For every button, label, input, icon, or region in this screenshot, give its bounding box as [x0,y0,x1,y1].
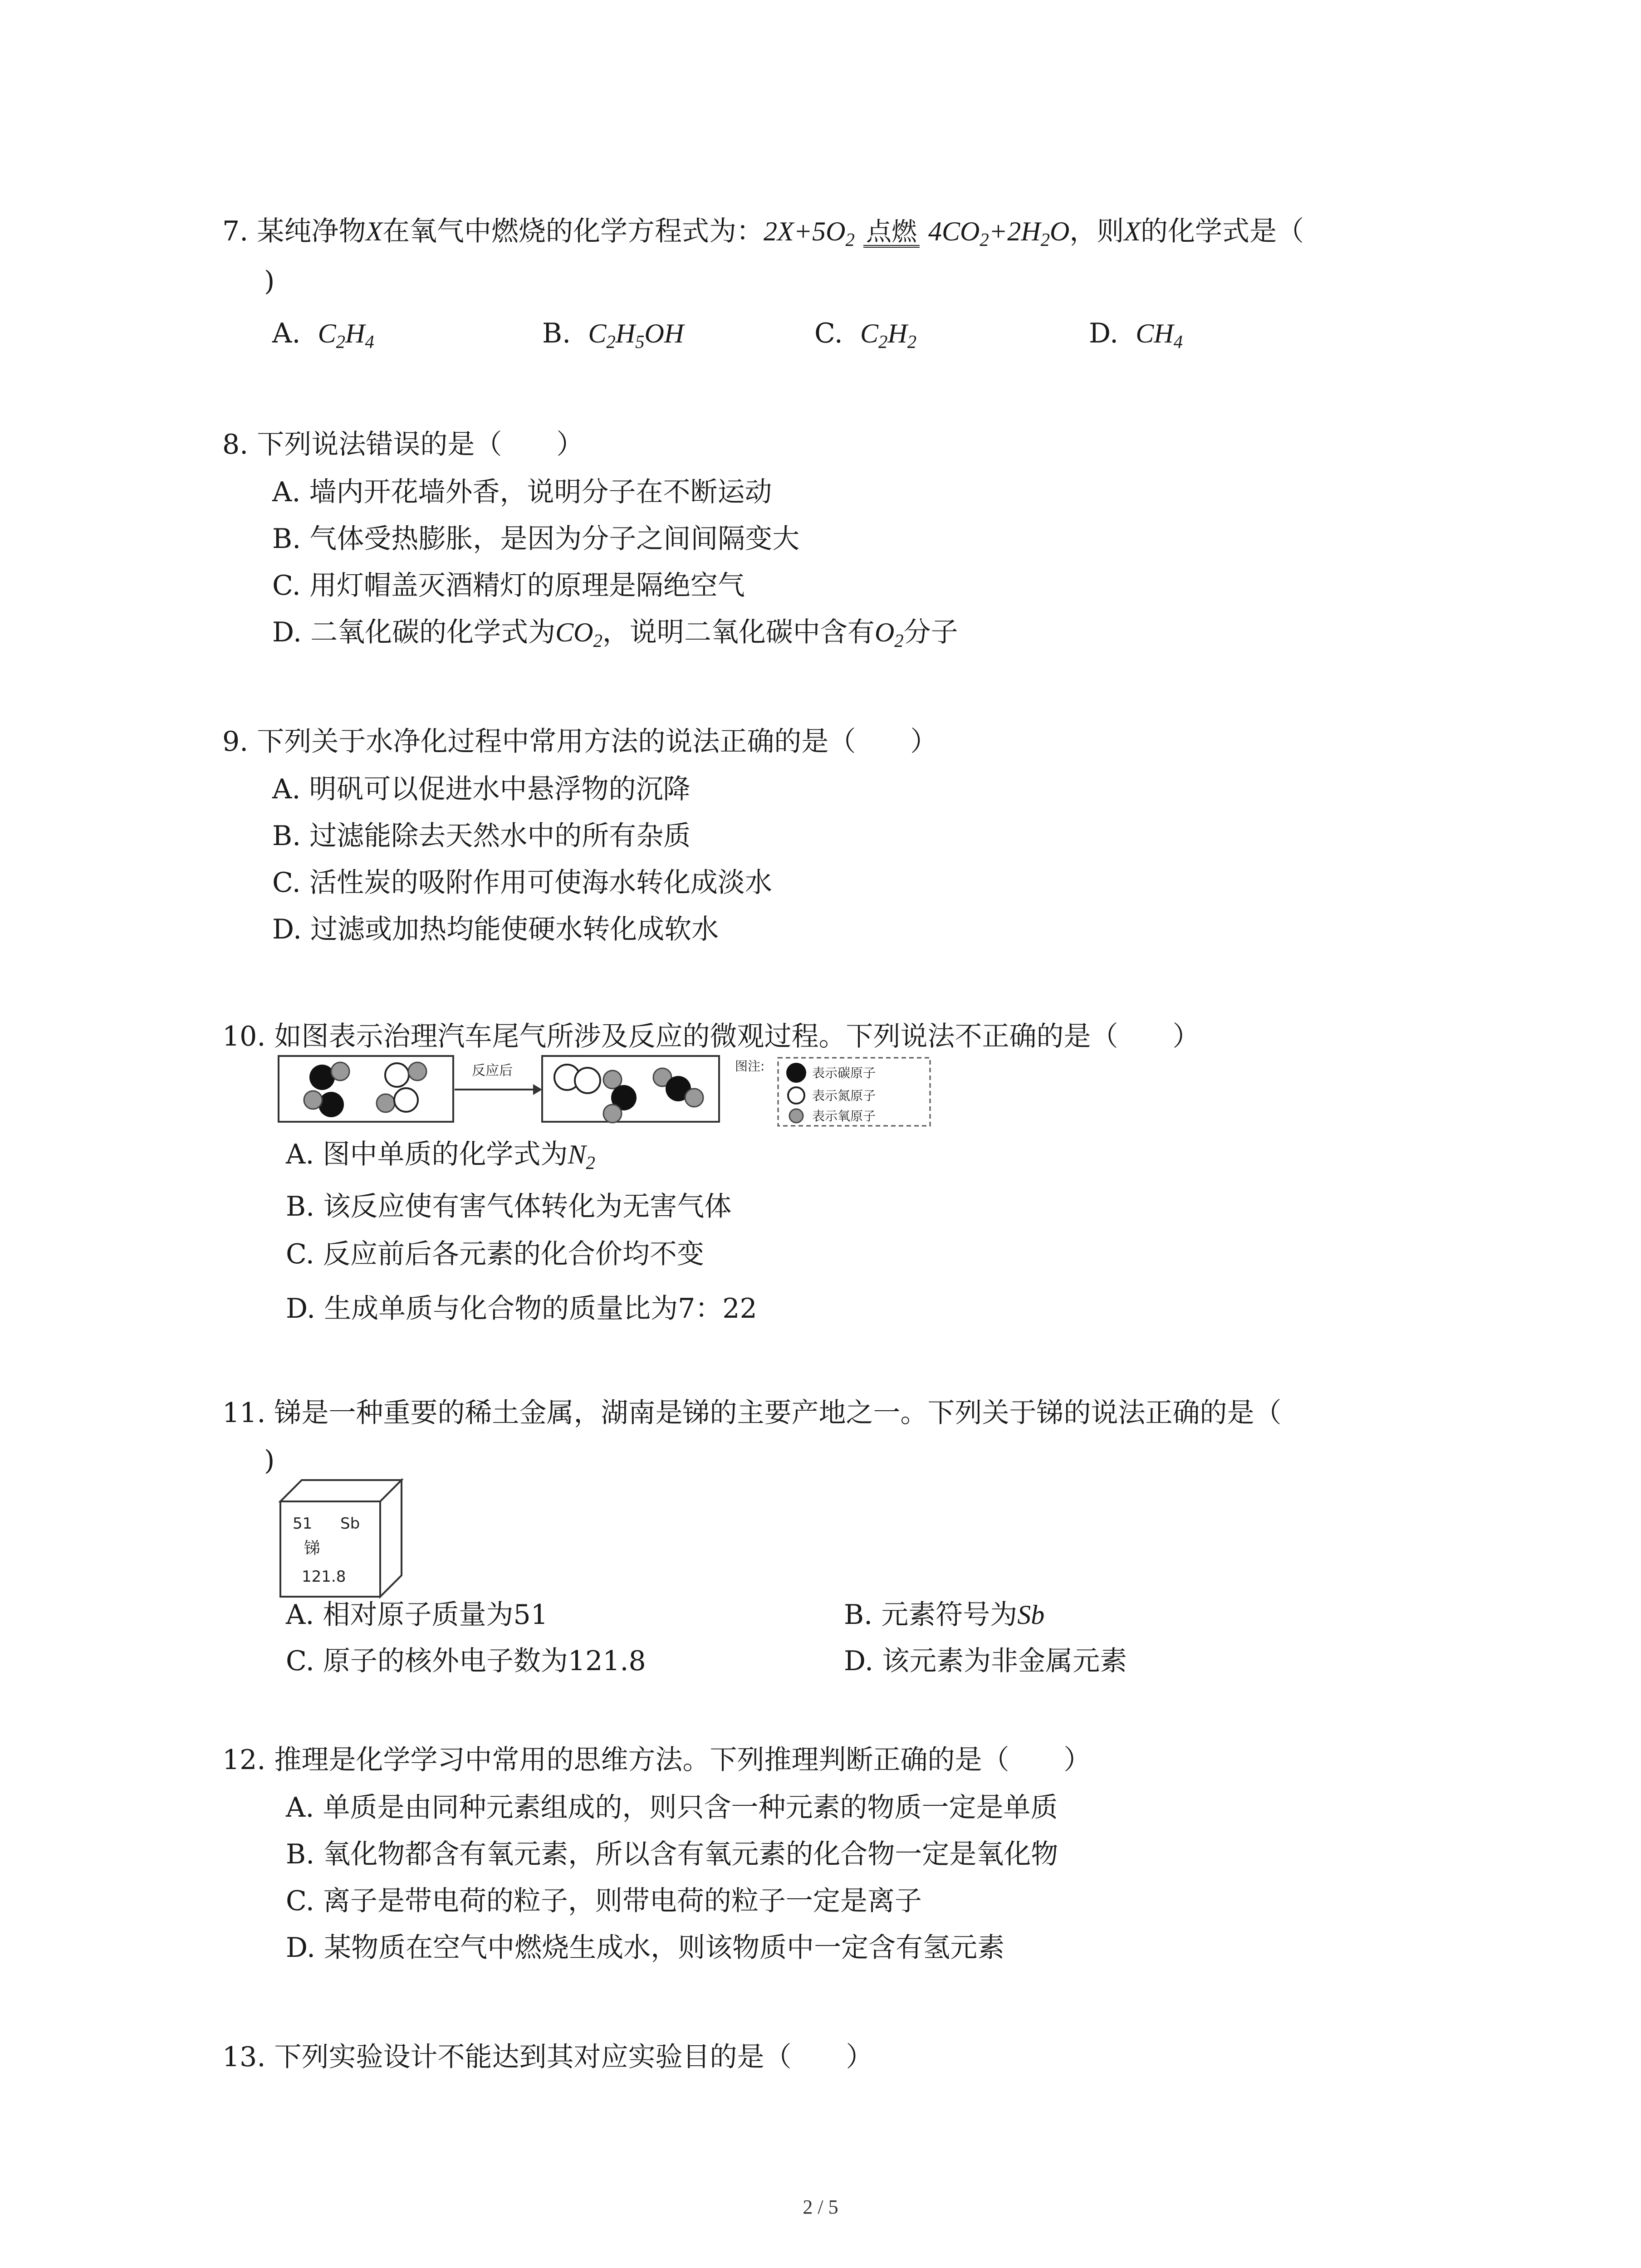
q7-stem [222,213,1304,258]
q7-stem-text-a: 7. 某纯净物 [222,215,366,247]
reaction-condition: 点燃 [863,214,920,250]
option-label: A. [272,318,301,349]
formula-part: H [345,318,365,348]
reaction-diagram [277,1052,935,1129]
formula-sub: 2 [586,1153,595,1173]
eq-product-h2o: +2H [989,216,1041,246]
option-label: B. [542,318,571,349]
q9-stem: 9. 下列关于水净化过程中常用方法的说法正确的是（ ） [222,726,938,758]
formula-part: O [874,617,895,647]
q7-stem-text-d: 的化学式是（ [1141,215,1304,247]
q7-stem-text-b: 在氧气中燃烧的化学方程式为： [382,215,764,247]
formula-sub: 2 [894,631,904,651]
formula-part: H [615,318,636,348]
formula-part: C [860,318,879,348]
eq-reactants: 2X+5O [763,216,846,246]
element-name: 锑 [304,1539,321,1558]
formula-part: N [568,1139,586,1169]
eq-product-h2o-end: O [1050,216,1070,246]
q10-option-c[interactable]: C. 反应前后各元素的化合价均不变 [286,1238,704,1270]
option-label: C. [814,318,843,349]
q12-option-b[interactable]: B. 氧化物都含有氧元素，所以含有氧元素的化合物一定是氧化物 [286,1838,1058,1870]
atomic-number: 51 [293,1515,313,1533]
q9-option-c[interactable]: C. 活性炭的吸附作用可使海水转化成淡水 [272,867,772,899]
q8-option-d[interactable] [272,614,958,659]
oxygen-legend-icon [789,1109,803,1123]
eq-sub: 2 [980,230,989,250]
formula [874,617,904,651]
formula [1136,318,1183,352]
q7-equation [763,216,855,250]
formula-part: CO [555,617,593,647]
q10-option-b[interactable]: B. 该反应使有害气体转化为无害气体 [286,1191,732,1222]
formula-part: OH [644,318,684,348]
q7-x-var: X [366,216,382,246]
formula [588,318,684,352]
formula-part: CH [1136,318,1174,348]
q10-option-a[interactable] [286,1136,595,1181]
atomic-mass: 121.8 [302,1568,346,1586]
q11-option-b[interactable] [844,1597,1044,1633]
nitrogen-legend-icon [788,1087,804,1104]
q12-option-a[interactable]: A. 单质是由同种元素组成的，则只含一种元素的物质一定是单质 [286,1792,1058,1823]
before-box [279,1056,453,1122]
carbon-legend-icon [786,1063,806,1083]
formula-sub: 2 [606,332,616,352]
q10-stem: 10. 如图表示治理汽车尾气所涉及反应的微观过程。下列说法不正确的是（ ） [222,1021,1200,1052]
q11-option-c[interactable]: C. 原子的核外电子数为121.8 [286,1645,646,1677]
q9-option-d[interactable]: D. 过滤或加热均能使硬水转化成软水 [272,914,719,945]
q11-close-paren: ) [264,1445,275,1476]
eq-sub: 2 [845,230,855,250]
n2-molecule [554,1065,600,1093]
legend-nitrogen: 表示氮原子 [812,1088,876,1103]
q7-x-var: X [1124,216,1141,246]
legend-oxygen: 表示氧原子 [812,1109,876,1124]
q8-option-b[interactable]: B. 气体受热膨胀，是因为分子之间间隔变大 [272,523,800,555]
q7-option-a[interactable] [272,315,374,360]
formula-sub: 5 [635,332,645,352]
q8-option-a[interactable]: A. 墙内开花墙外香，说明分子在不断运动 [272,476,772,508]
arrow-head [533,1084,542,1095]
option-label: D. [1089,318,1119,349]
q7-option-c[interactable] [814,315,916,360]
q12-option-d[interactable]: D. 某物质在空气中燃烧生成水，则该物质中一定含有氢元素 [286,1932,1005,1964]
q7-option-d[interactable] [1089,315,1183,360]
q12-stem: 12. 推理是化学学习中常用的思维方法。下列推理判断正确的是（ ） [222,1744,1091,1776]
q7-close-paren: ) [264,265,275,297]
element-cell [277,1476,408,1599]
formula-sub: 2 [907,332,917,352]
cell-side-face [380,1480,402,1597]
formula-part: H [887,318,907,348]
formula: Sb [1017,1600,1045,1630]
element-symbol: Sb [340,1515,360,1533]
option-text: D. 二氧化碳的化学式为 [272,616,556,648]
legend-title: 图注: [735,1059,765,1074]
formula-sub: 2 [878,332,888,352]
formula-sub: 4 [1173,332,1183,352]
formula-sub: 2 [593,631,603,651]
eq-sub: 2 [1040,230,1050,250]
formula-sub: 2 [336,332,345,352]
q9-option-b[interactable]: B. 过滤能除去天然水中的所有杂质 [272,820,691,852]
eq-product-co2: 4CO [928,216,980,246]
formula [860,318,917,352]
q7-option-b[interactable] [542,315,684,360]
q13-stem: 13. 下列实验设计不能达到其对应实验目的是（ ） [222,2041,873,2073]
formula [318,318,374,352]
formula-part: C [318,318,336,348]
legend-carbon: 表示碳原子 [812,1066,876,1080]
formula-sub: 4 [365,332,374,352]
option-text: 分子 [903,616,958,648]
formula-part: C [588,318,607,348]
q9-option-a[interactable]: A. 明矾可以促进水中悬浮物的沉降 [272,773,691,805]
q7-products [928,216,1070,250]
option-text: B. 元素符号为 [844,1599,1018,1631]
arrow-label: 反应后 [472,1063,513,1079]
page-number: 2 / 5 [803,2196,838,2218]
q7-stem-text-c: ，则 [1069,215,1124,247]
q11-stem: 11. 锑是一种重要的稀土金属，湖南是锑的主要产地之一。下列关于锑的说法正确的是（ [222,1397,1282,1429]
q10-option-d[interactable]: D. 生成单质与化合物的质量比为7：22 [286,1293,757,1325]
q8-option-c[interactable]: C. 用灯帽盖灭酒精灯的原理是隔绝空气 [272,570,745,601]
formula [555,617,603,651]
option-text: A. 图中单质的化学式为 [286,1139,568,1170]
formula [568,1139,595,1173]
option-text: ，说明二氧化碳中含有 [602,616,875,648]
q8-stem: 8. 下列说法错误的是（ ） [222,429,584,460]
q12-option-c[interactable]: C. 离子是带电荷的粒子，则带电荷的粒子一定是离子 [286,1885,922,1917]
q11-option-a[interactable]: A. 相对原子质量为51 [286,1599,548,1631]
q11-option-d[interactable]: D. 该元素为非金属元素 [844,1645,1127,1677]
